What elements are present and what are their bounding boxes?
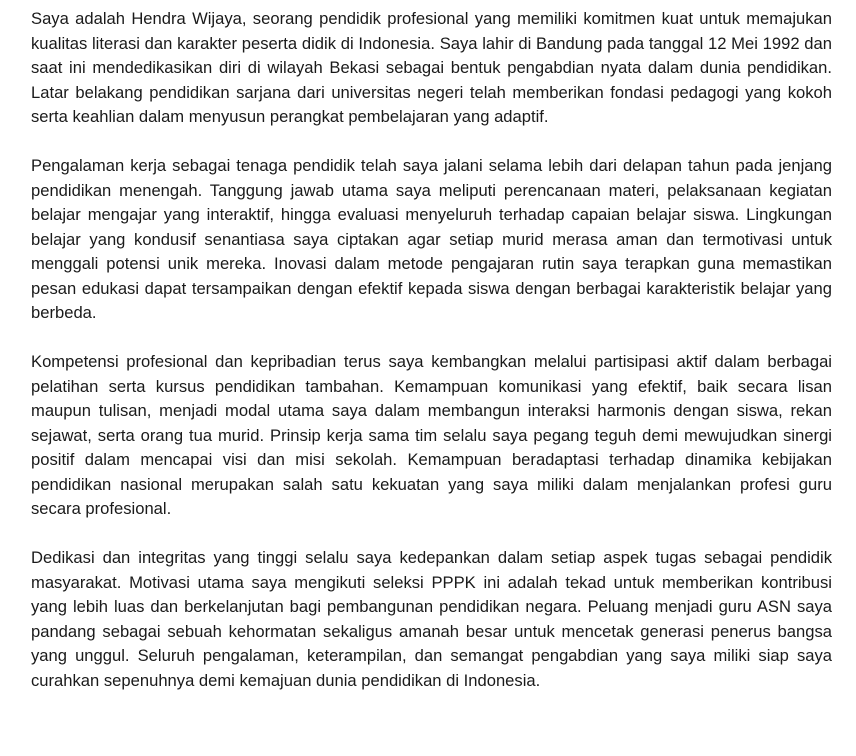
document-body xyxy=(31,7,832,693)
paragraph-competencies: Kompetensi profesional dan kepribadian terus saya kembangkan melalui partisipasi aktif dalam berbagai pelatihan serta kursus pendidikan tambahan. Kemampuan komunikasi yang efektif, baik secara lisan maupun tulisan, menjadi modal utama saya dalam membangun interaksi harmonis dengan siswa, rekan sejawat, serta orang tua murid. Prinsip kerja sama tim selalu saya pegang teguh demi mewujudkan sinergi positif dalam mencapai visi dan misi sekolah. Kemampuan beradaptasi terhadap dinamika kebijakan pendidikan nasional merupakan salah satu kekuatan yang saya miliki dalam menjalankan profesi guru secara profesional. xyxy=(31,352,832,518)
paragraph-introduction: Saya adalah Hendra Wijaya, seorang pendidik profesional yang memiliki komitmen kuat untuk memajukan kualitas literasi dan karakter peserta didik di Indonesia. Saya lahir di Bandung pada tanggal 12 Mei 1992 dan saat ini mendedikasikan diri di wilayah Bekasi sebagai bentuk pengabdian nyata dalam dunia pendidikan. Latar belakang pendidikan sarjana dari universitas negeri telah memberikan fondasi pedagogi yang kokoh serta keahlian dalam menyusun perangkat pembelajaran yang adaptif. xyxy=(31,9,832,126)
paragraph-work-experience: Pengalaman kerja sebagai tenaga pendidik telah saya jalani selama lebih dari delapan tahun pada jenjang pendidikan menengah. Tanggung jawab utama saya meliputi perencanaan materi, pelaksanaan kegiatan belajar mengajar yang interaktif, hingga evaluasi menyeluruh terhadap capaian belajar siswa. Lingkungan belajar yang kondusif senantiasa saya ciptakan agar setiap murid merasa aman dan termotivasi untuk menggali potensi unik mereka. Inovasi dalam metode pengajaran rutin saya terapkan guna memastikan pesan edukasi dapat tersampaikan dengan efektif kepada siswa dengan berbagai karakteristik belajar yang berbeda. xyxy=(31,156,832,322)
paragraph-motivation: Dedikasi dan integritas yang tinggi selalu saya kedepankan dalam setiap aspek tugas sebagai pendidik masyarakat. Motivasi utama saya mengikuti seleksi PPPK ini adalah tekad untuk memberikan kontribusi yang lebih luas dan berkelanjutan bagi pembangunan pendidikan negara. Peluang menjadi guru ASN saya pandang sebagai sebuah kehormatan sekaligus amanah besar untuk mencetak generasi penerus bangsa yang unggul. Seluruh pengalaman, keterampilan, dan semangat pengabdian yang saya miliki siap saya curahkan sepenuhnya demi kemajuan dunia pendidikan di Indonesia. xyxy=(31,548,832,690)
